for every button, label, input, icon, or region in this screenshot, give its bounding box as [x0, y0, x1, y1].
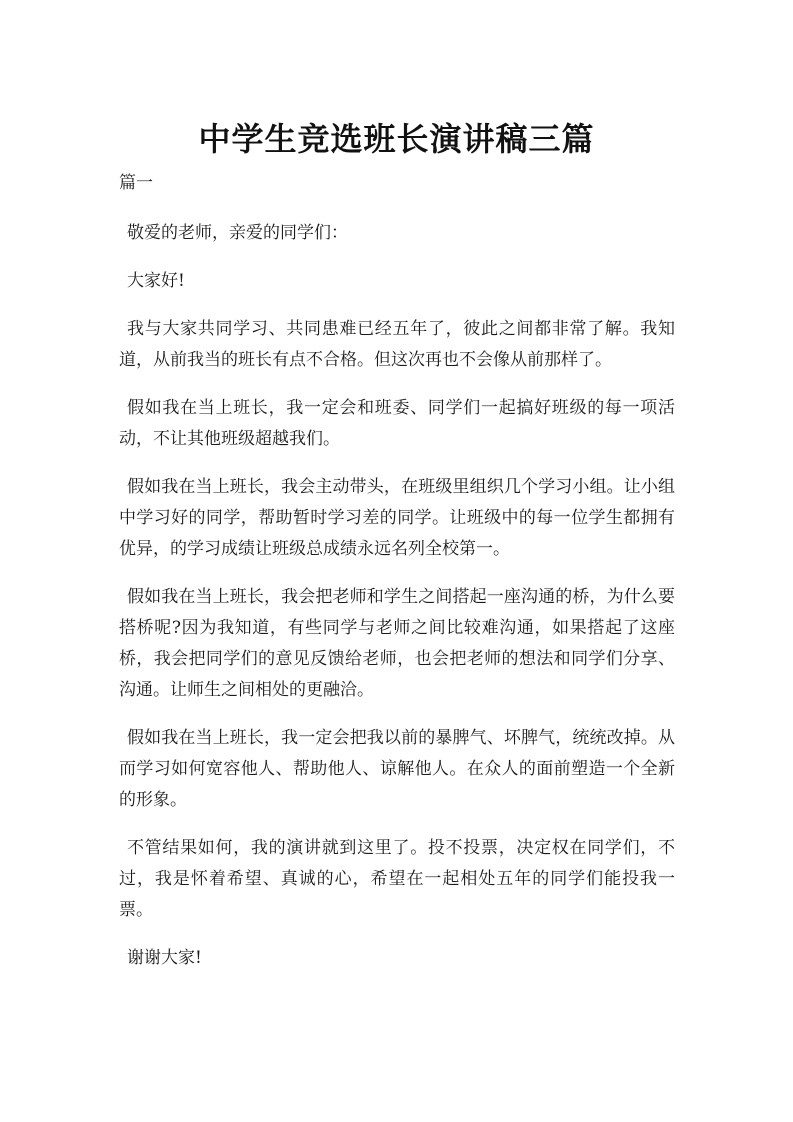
paragraph-study-groups: 假如我在当上班长，我会主动带头，在班级里组织几个学习小组。让小组中学习好的同学，帮助暂时学习差的同学。让班级中的每一位学生都拥有优异，的学习成绩让班级总成绩永远名列全校第一。	[119, 477, 675, 559]
paragraph-activities: 假如我在当上班长，我一定会和班委、同学们一起搞好班级的每一项活动，不让其他班级超越我们。	[119, 398, 675, 449]
paragraph-conclusion: 不管结果如何，我的演讲就到这里了。投不投票，决定权在同学们，不过，我是怀着希望、真诚的心，希望在一起相处五年的同学们能投我一票。	[119, 838, 675, 920]
paragraph-bridge: 假如我在当上班长，我会把老师和学生之间搭起一座沟通的桥，为什么要搭桥呢?因为我知道，有些同学与老师之间比较难沟通，如果搭起了这座桥，我会把同学们的意见反馈给老师，也会把老师的想法和同学们分享、沟通。让师生之间相处的更融洽。	[119, 587, 675, 700]
paragraph-temper: 假如我在当上班长，我一定会把我以前的暴脾气、坏脾气，统统改掉。从而学习如何宽容他人、帮助他人、谅解他人。在众人的面前塑造一个全新的形象。	[119, 728, 675, 810]
greeting: 大家好!	[127, 271, 185, 291]
document-title: 中学生竞选班长演讲稿三篇	[198, 120, 595, 159]
section-label: 篇一	[119, 173, 153, 193]
speech-body	[119, 218, 675, 991]
salutation: 敬爱的老师，亲爱的同学们：	[127, 223, 348, 243]
paragraph-intro: 我与大家共同学习、共同患难已经五年了，彼此之间都非常了解。我知道，从前我当的班长有点不合格。但这次再也不会像从前那样了。	[119, 319, 675, 370]
closing-thanks: 谢谢大家!	[127, 948, 202, 968]
